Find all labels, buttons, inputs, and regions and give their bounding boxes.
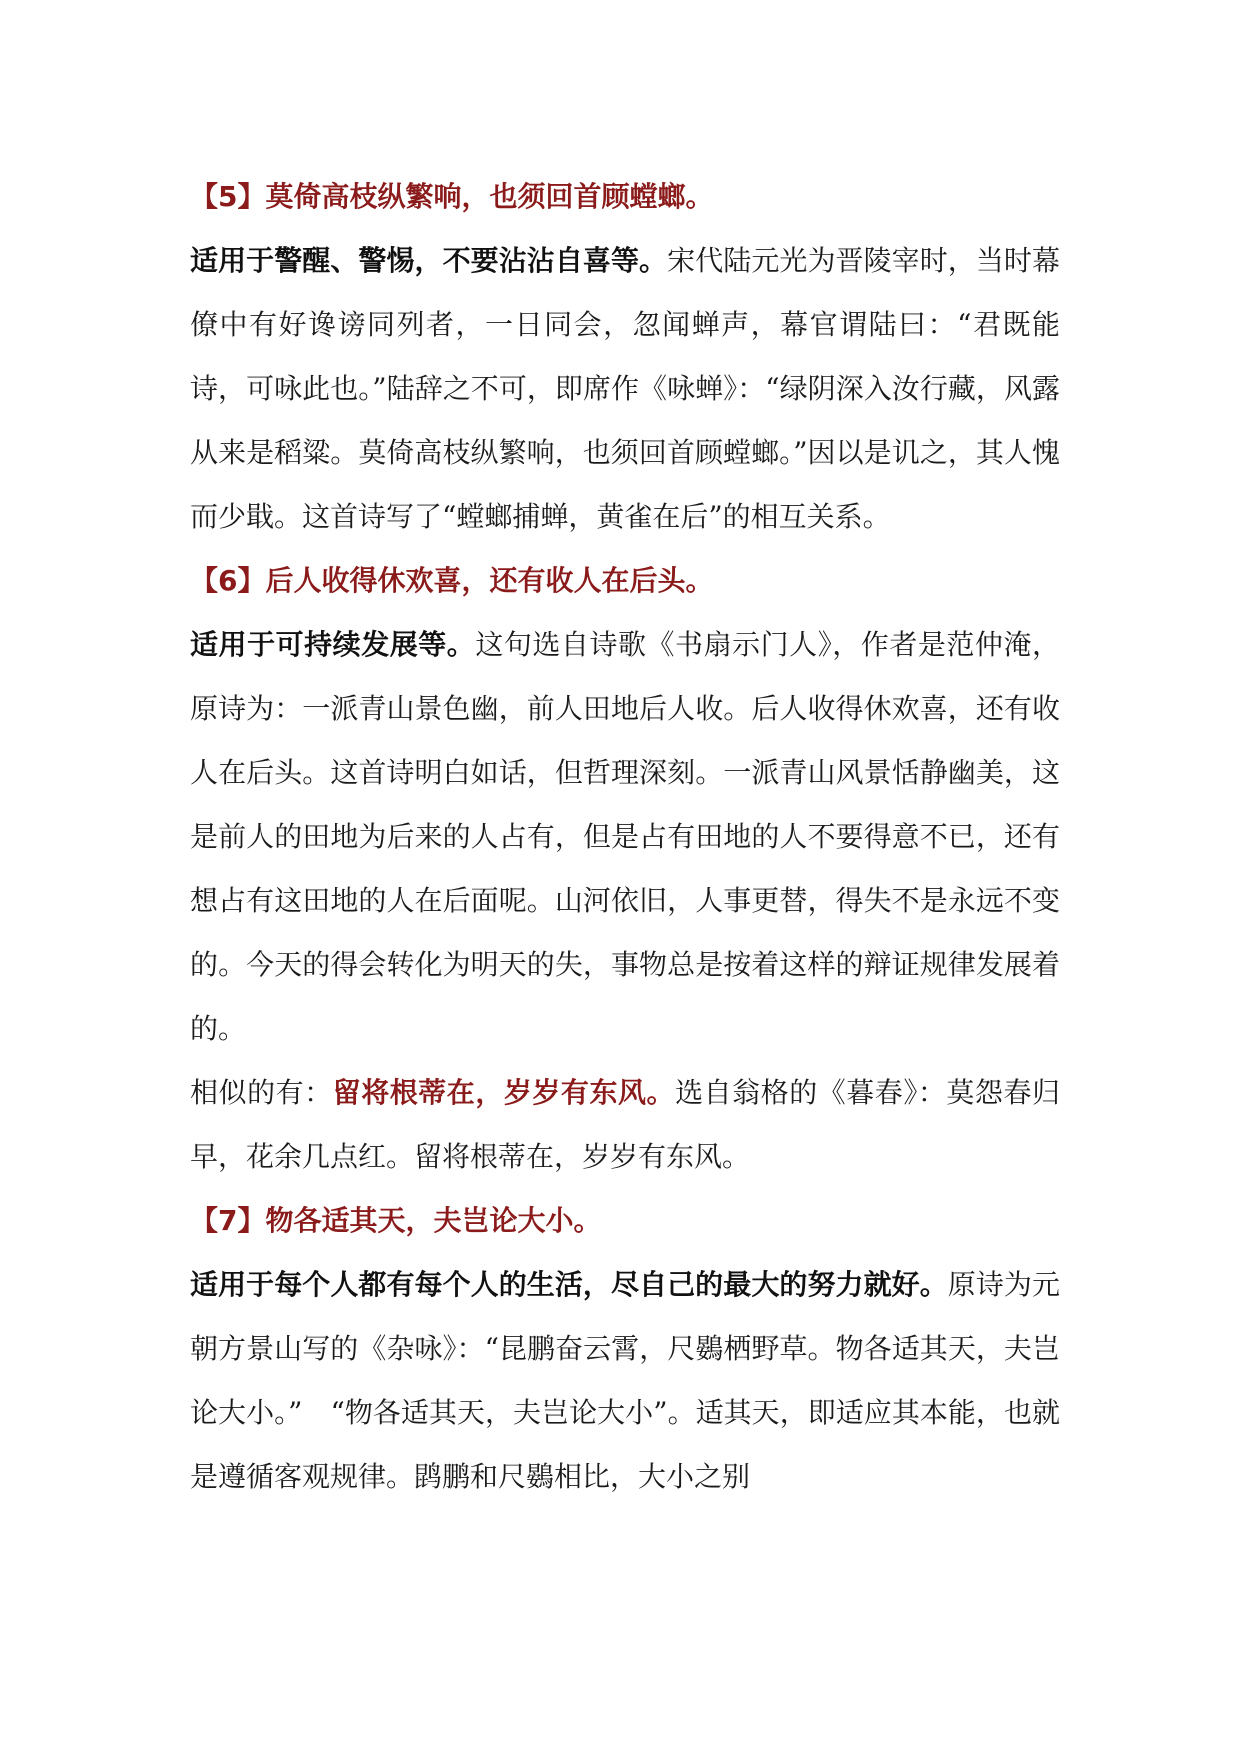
section-7-paragraph xyxy=(190,1253,1060,1509)
section-5-lead: 适用于警醒、警惕，不要沾沾自喜等。 xyxy=(190,244,668,277)
section-6-similar-prefix: 相似的有： xyxy=(190,1076,333,1109)
section-6-similar-quote: 留将根蒂在，岁岁有东风。 xyxy=(332,1076,676,1109)
section-7-heading: 【7】物各适其天，夫岂论大小。 xyxy=(190,1204,602,1237)
section-5-body: 宋代陆元光为晋陵宰时，当时幕僚中有好谗谤同列者，一日同会，忽闻蝉声，幕官谓陆曰：“君既能诗，可咏此也。”陆辞之不可，即席作《咏蝉》：“绿阴深入汝行藏，风露从来是稻粱。莫倚高枝纵繁响，也须回首顾螳螂。”因以是讥之，其人愧而少戢。这首诗写了“螳螂捕蝉，黄雀在后”的相互关系。 xyxy=(190,244,1060,533)
section-6-similar-paragraph xyxy=(190,1061,1060,1189)
section-5-paragraph xyxy=(190,229,1060,549)
section-6-body: 这句选自诗歌《书扇示门人》，作者是范仲淹，原诗为：一派青山景色幽，前人田地后人收。后人收得休欢喜，还有收人在后头。这首诗明白如话，但哲理深刻。一派青山风景恬静幽美，这是前人的田地为后来的人占有，但是占有田地的人不要得意不已，还有想占有这田地的人在后面呢。山河依旧，人事更替，得失不是永远不变的。今天的得会转化为明天的失，事物总是按着这样的辩证规律发展着的。 xyxy=(190,628,1060,1045)
section-6-paragraph xyxy=(190,613,1060,1061)
document-page xyxy=(190,165,1060,1509)
section-5-heading: 【5】莫倚高枝纵繁响，也须回首顾螳螂。 xyxy=(190,180,714,213)
section-7-body: 原诗为元朝方景山写的《杂咏》：“昆鹏奋云霄，尺鷃栖野草。物各适其天，夫岂论大小。” “物各适其天，夫岂论大小”。适其天，即适应其本能，也就是遵循客观规律。鹍鹏和尺鷃相比，大小之别 xyxy=(190,1268,1060,1493)
section-6-heading: 【6】后人收得休欢喜，还有收人在后头。 xyxy=(190,564,714,597)
section-6-similar-body: 选自翁格的《暮春》：莫怨春归早，花余几点红。留将根蒂在，岁岁有东风。 xyxy=(190,1076,1060,1173)
section-6-lead: 适用于可持续发展等。 xyxy=(190,628,476,661)
section-7-lead: 适用于每个人都有每个人的生活，尽自己的最大的努力就好。 xyxy=(190,1268,948,1301)
